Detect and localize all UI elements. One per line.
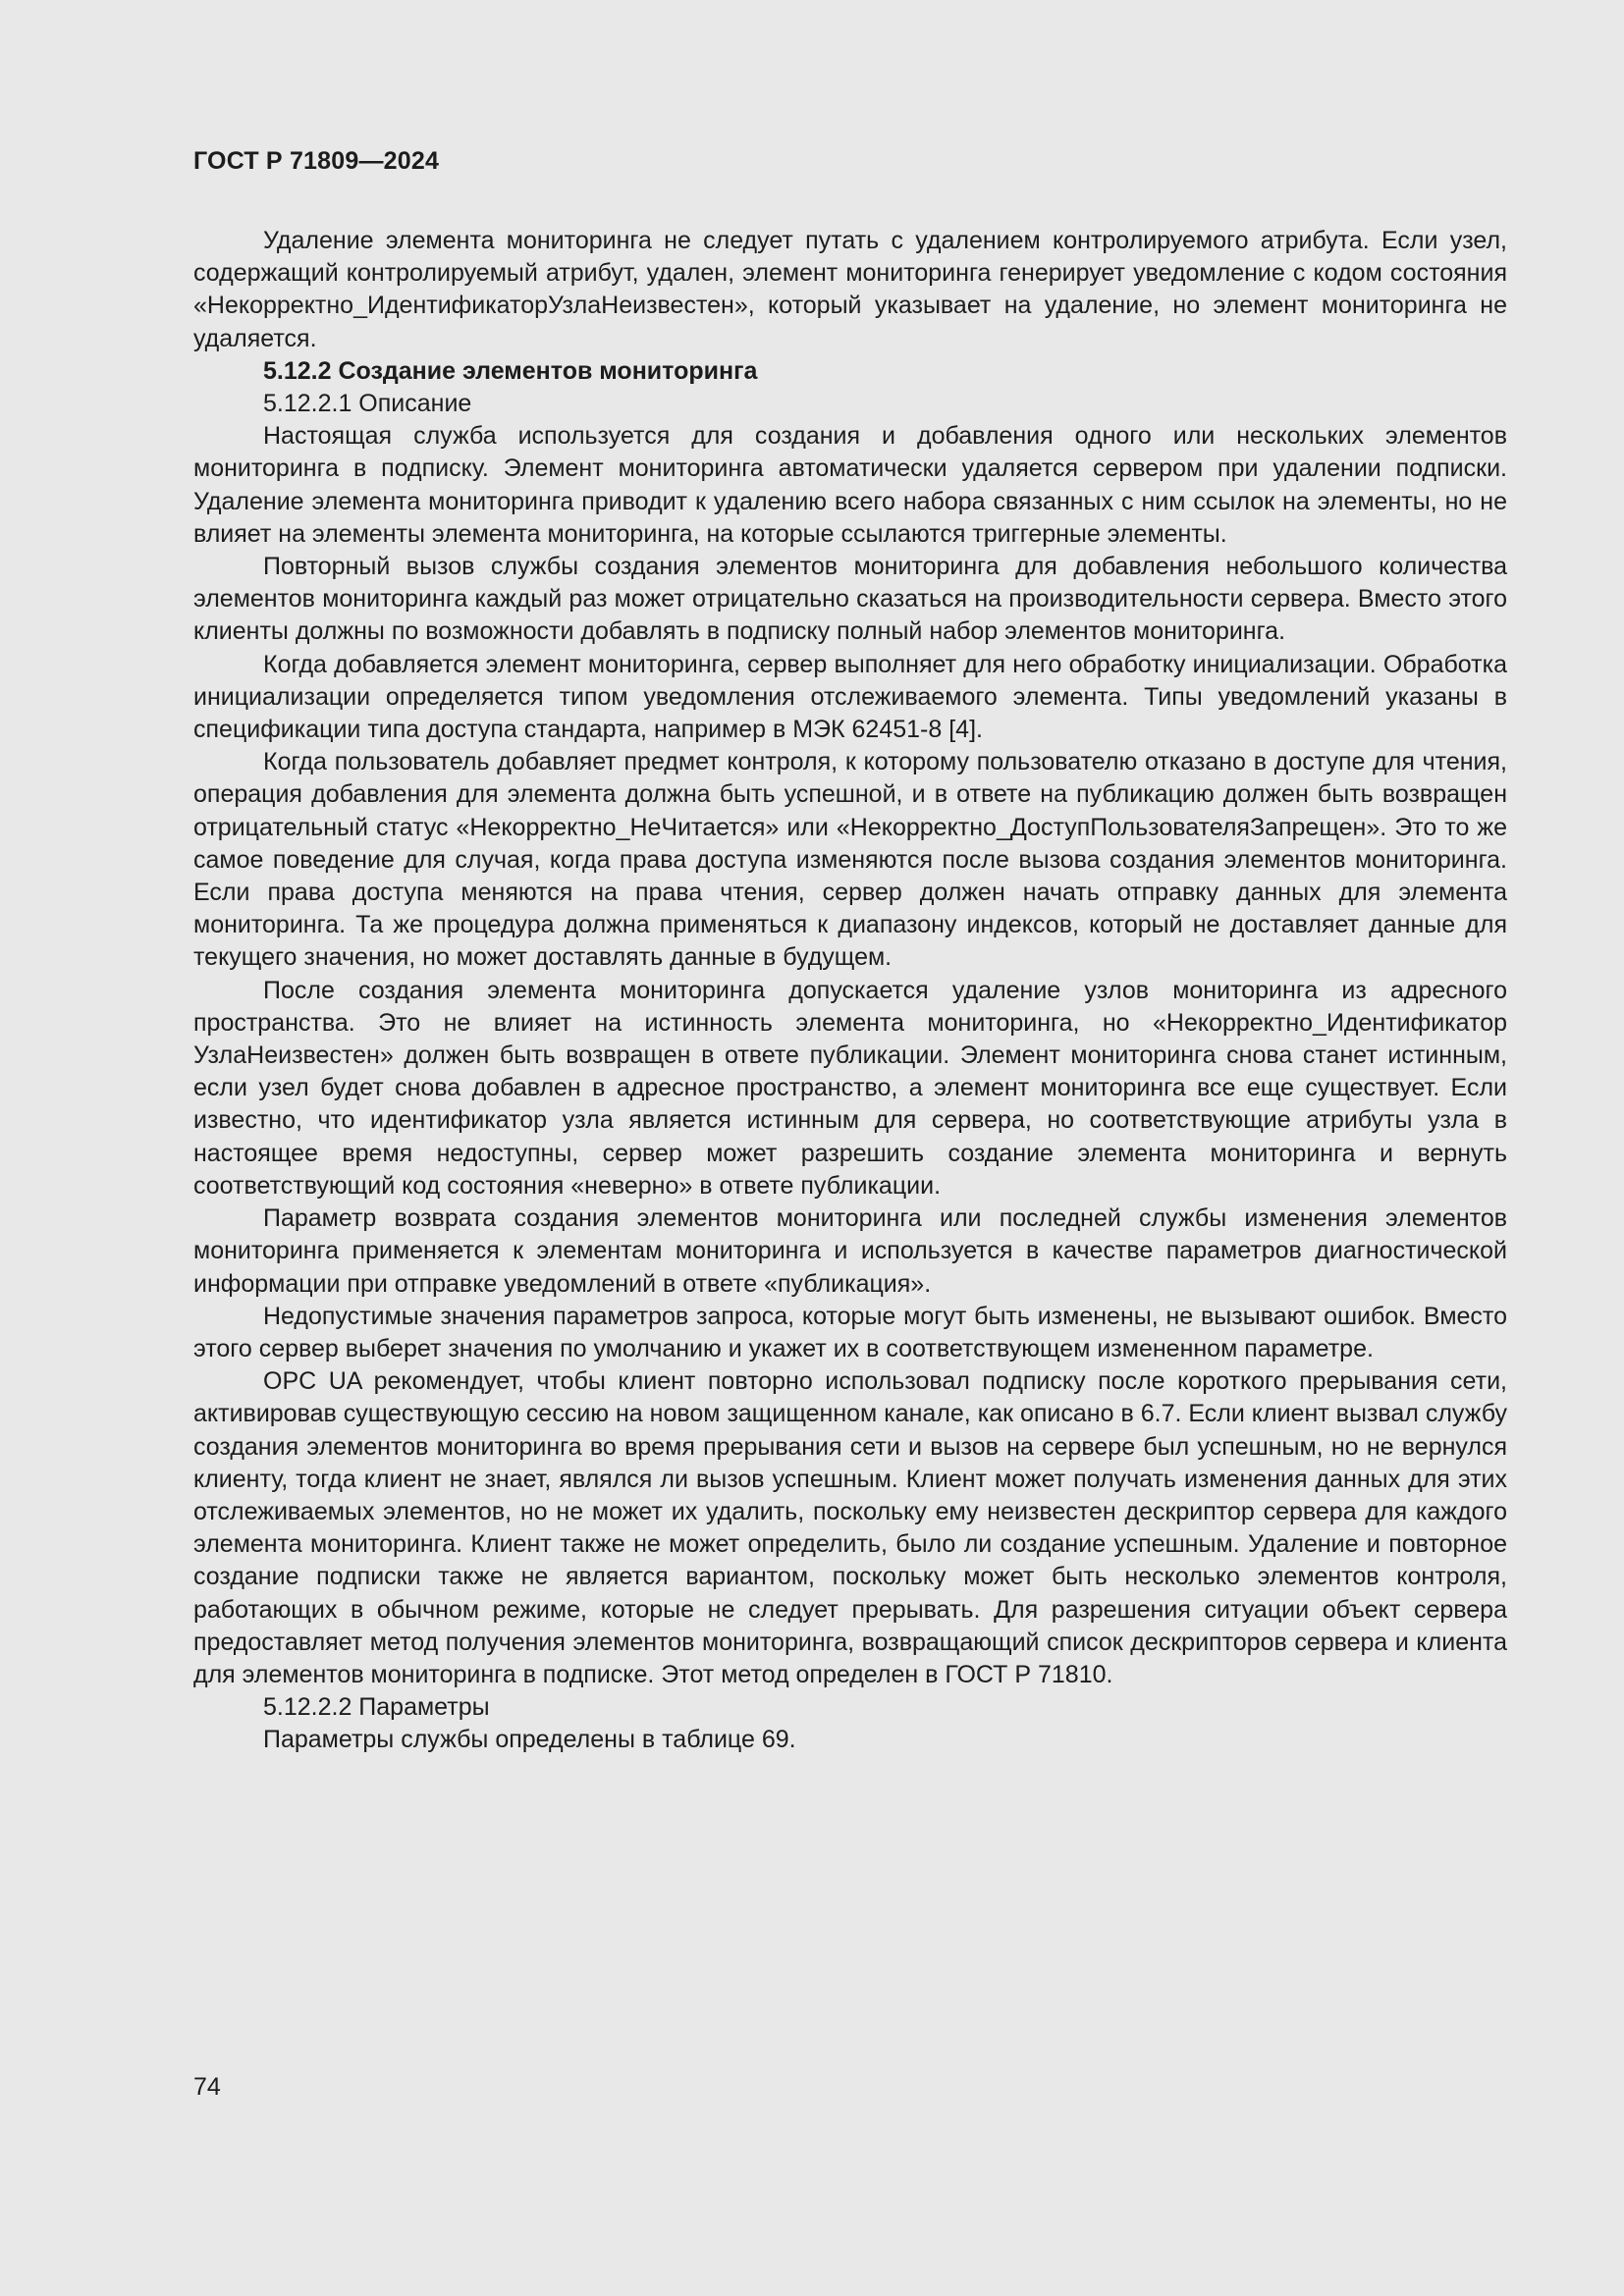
paragraph-3: Повторный вызов службы создания элементов мониторинга для добавления небольшого количества элементов мониторинга каждый раз может отрицательно сказаться на производительности сервера. Вместо этого клиенты должны по возможности добавлять в подписку полный набор элементов мониторинга.	[193, 553, 1507, 646]
document-header: ГОСТ Р 71809—2024	[193, 147, 440, 175]
page-number: 74	[193, 2073, 221, 2101]
document-body	[193, 225, 1507, 1757]
paragraph-6: После создания элемента мониторинга допускается удаление узлов мониторинга из адресного пространства. Это не влияет на истинность элемента мониторинга, но «Некорректно_Идентификатор УзлаНеизвестен» должен быть возвращен в ответе публикации. Элемент мониторинга снова станет истинным, если узел будет снова добавлен в адресное пространство, а элемент мониторинга все еще существует. Если известно, что идентификатор узла является истинным для сервера, но соответствующие атрибуты узла в настоящее время недоступны, сервер может разрешить создание элемента мониторинга и вернуть соответствующий код состояния «неверно» в ответе публикации.	[193, 976, 1507, 1200]
paragraph-1: Удаление элемента мониторинга не следует путать с удалением контролируемого атрибута. Если узел, содержащий контролируемый атрибут, удален, элемент мониторинга генерирует уведомление с кодом состояния «Некорректно_ИдентификаторУзлаНеизвестен», который указывает на удаление, но элемент мониторинга не удаляется.	[193, 227, 1507, 352]
paragraph-5: Когда пользователь добавляет предмет контроля, к которому пользователю отказано в доступе для чтения, операция добавления для элемента должна быть успешной, и в ответе на публикацию должен быть возвращен отрицательный статус «Некорректно_НеЧитается» или «Некорректно_ДоступПользователяЗапрещен». Это то же самое поведение для случая, когда права доступа изменяются после вызова создания элементов мониторинга. Если права доступа меняются на права чтения, сервер должен начать отправку данных для элемента мониторинга. Та же процедура должна применяться к диапазону индексов, который не доставляет данные для текущего значения, но может доставлять данные в будущем.	[193, 748, 1507, 972]
subsection-heading-parameters: 5.12.2.2 Параметры	[263, 1693, 490, 1722]
paragraph-8: Недопустимые значения параметров запроса, которые могут быть изменены, не вызывают ошибок. Вместо этого сервер выберет значения по умолчанию и укажет их в соответствующем измененном параметре.	[193, 1302, 1507, 1362]
subsection-heading-description: 5.12.2.1 Описание	[263, 390, 472, 418]
paragraph-4: Когда добавляется элемент мониторинга, сервер выполняет для него обработку инициализации. Обработка инициализации определяется типом уведомления отслеживаемого элемента. Типы уведомлений указаны в спецификации типа доступа стандарта, например в МЭК 62451-8 [4].	[193, 650, 1507, 744]
paragraph-9: OPC UA рекомендует, чтобы клиент повторно использовал подписку после короткого прерывания сети, активировав существующую сессию на новом защищенном канале, как описано в 6.7. Если клиент вызвал службу создания элементов мониторинга во время прерывания сети и вызов на сервере был успешным, но не вернулся клиенту, тогда клиент не знает, являлся ли вызов успешным. Клиент может получать изменения данных для этих отслеживаемых элементов, но не может их удалить, поскольку ему неизвестен дескриптор сервера для каждого элемента мониторинга. Клиент также не может определить, было ли создание успешным. Удаление и повторное создание подписки также не является вариантом, поскольку может быть несколько элементов контроля, работающих в обычном режиме, которые не следует прерывать. Для разрешения ситуации объект сервера предоставляет метод получения элементов мониторинга, возвращающий список дескрипторов сервера и клиента для элементов мониторинга в подписке. Этот метод определен в ГОСТ Р 71810.	[193, 1367, 1507, 1688]
paragraph-10: Параметры службы определены в таблице 69.	[263, 1726, 796, 1754]
paragraph-7: Параметр возврата создания элементов мониторинга или последней службы изменения элементов мониторинга применяется к элементам мониторинга и используется в качестве параметров диагностической информации при отправке уведомлений в ответе «публикация».	[193, 1204, 1507, 1298]
paragraph-2: Настоящая служба используется для создания и добавления одного или нескольких элементов мониторинга в подписку. Элемент мониторинга автоматически удаляется сервером при удалении подписки. Удаление элемента мониторинга приводит к удалению всего набора связанных с ним ссылок на элементы, но не влияет на элементы элемента мониторинга, на которые ссылаются триггерные элементы.	[193, 422, 1507, 548]
section-heading: 5.12.2 Создание элементов мониторинга	[263, 356, 758, 385]
